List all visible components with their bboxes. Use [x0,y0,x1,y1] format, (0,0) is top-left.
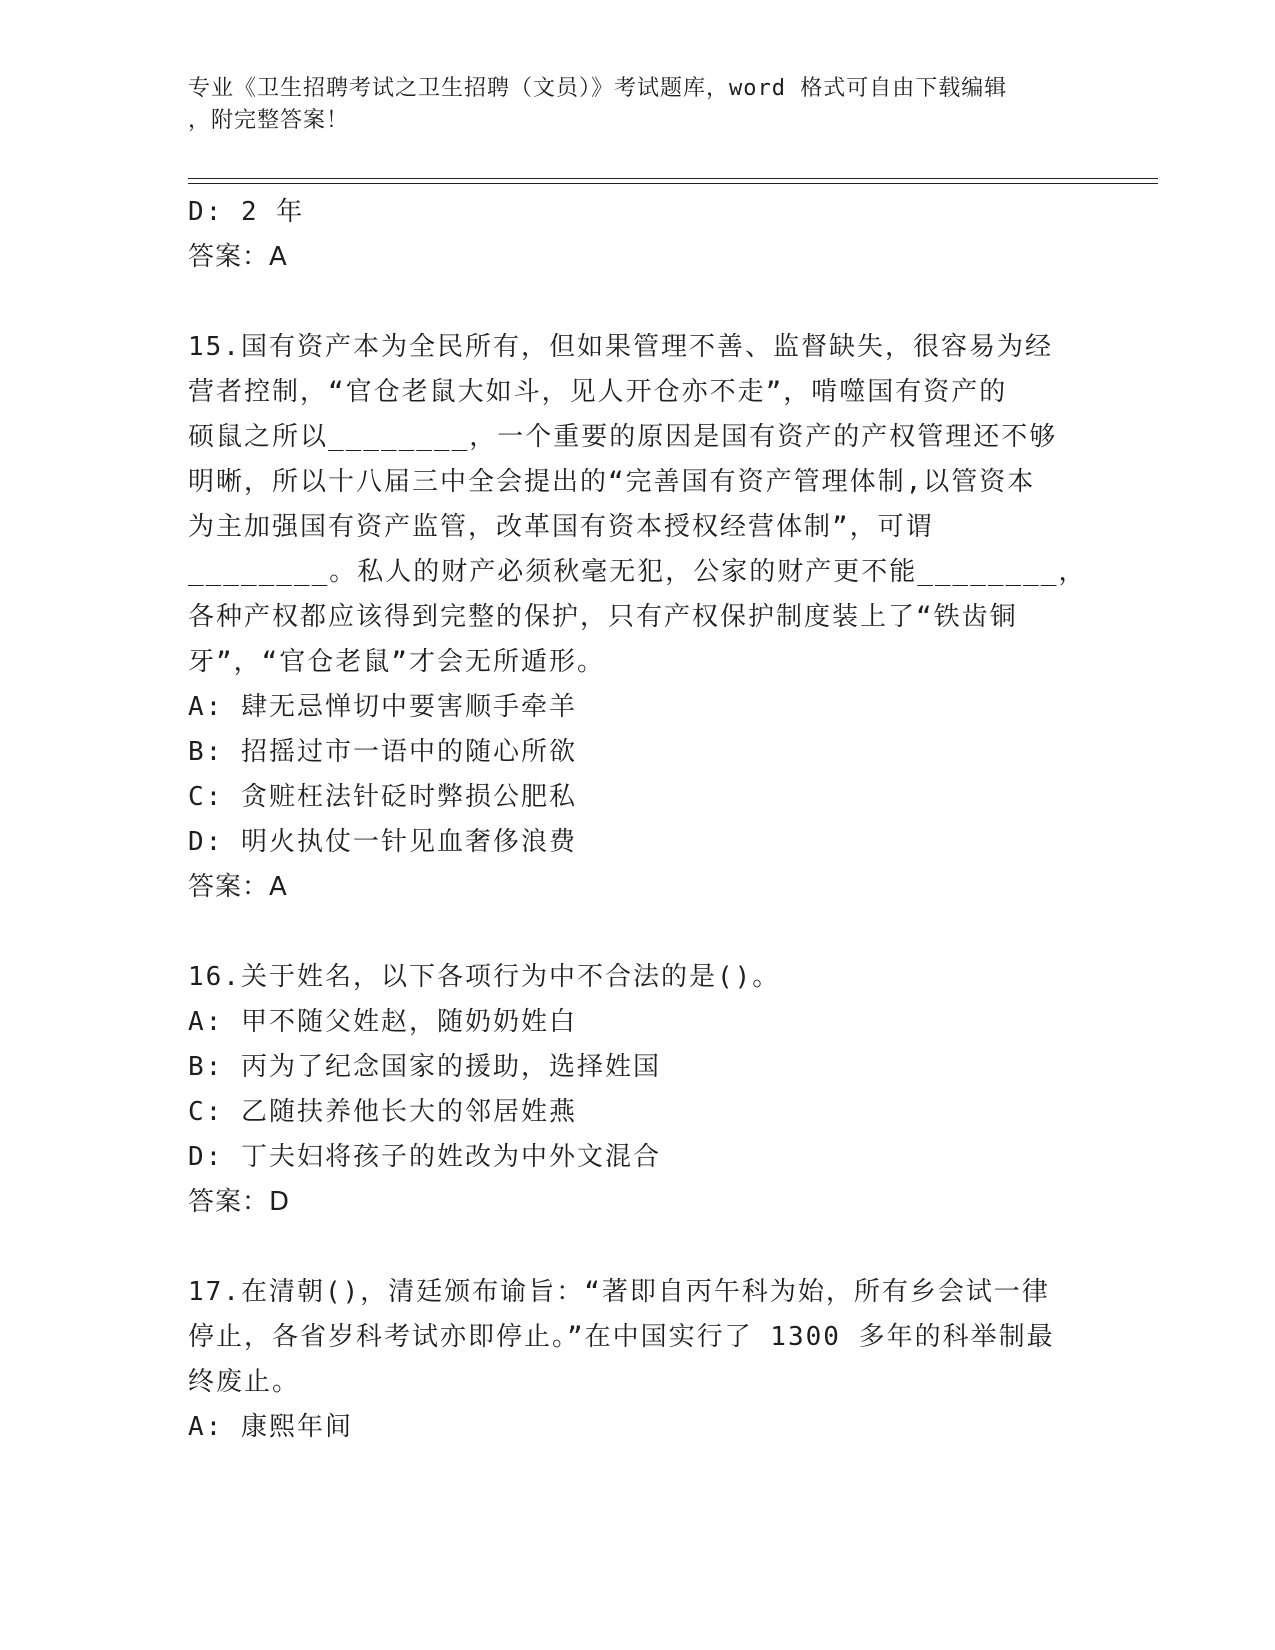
question-text-line: 明晰，所以十八届三中全会提出的“完善国有资产管理体制,以管资本 [188,467,1036,497]
spacer [188,280,1088,325]
question-text-line: 各种产权都应该得到完整的保护，只有产权保护制度装上了“铁齿铜 [188,602,1018,632]
question-text-line: ________。私人的财产必须秋毫无犯，公家的财产更不能________， [188,557,1087,587]
option-d: D: 丁夫妇将孩子的姓改为中外文混合 [188,1142,661,1172]
header-divider-bottom [188,183,1158,184]
question-15 [188,325,1088,910]
question-17 [188,1270,1088,1450]
question-text-line: 硕鼠之所以________，一个重要的原因是国有资产的产权管理还不够 [188,422,1058,452]
option-d: D: 2 年 [188,197,305,227]
answer-line: 答案：A [188,242,288,272]
header-line-1: 专业《卫生招聘考试之卫生招聘（文员）》考试题库，word 格式可自由下载编辑 [188,76,1008,101]
option-a: A: 康熙年间 [188,1412,353,1442]
answer-line: 答案：A [188,872,288,902]
option-b: B: 丙为了纪念国家的援助，选择姓国 [188,1052,661,1082]
question-content [188,190,1088,1450]
header-line-2: ，附完整答案！ [188,108,350,133]
question-text-line: 15.国有资产本为全民所有，但如果管理不善、监督缺失，很容易为经 [188,332,1053,362]
page-header [188,73,1088,137]
option-b: B: 招摇过市一语中的随心所欲 [188,737,577,767]
question-text-line: 终废止。 [188,1367,301,1397]
header-divider-top [188,178,1158,179]
answer-line: 答案：D [188,1187,291,1217]
question-text-line: 16.关于姓名，以下各项行为中不合法的是()。 [188,962,781,992]
spacer [188,910,1088,955]
question-text-line: 为主加强国有资产监管，改革国有资本授权经营体制”，可谓 [188,512,934,542]
option-c: C: 乙随扶养他长大的邻居姓燕 [188,1097,577,1127]
option-a: A: 甲不随父姓赵，随奶奶姓白 [188,1007,577,1037]
question-text-line: 17.在清朝()，清廷颁布谕旨：“著即自丙午科为始，所有乡会试一律 [188,1277,1050,1307]
question-16 [188,955,1088,1225]
spacer [188,1225,1088,1270]
option-a: A: 肆无忌惮切中要害顺手牵羊 [188,692,577,722]
option-c: C: 贪赃枉法针砭时弊损公肥私 [188,782,577,812]
question-text-line: 营者控制，“官仓老鼠大如斗，见人开仓亦不走”，啃噬国有资产的 [188,377,1008,407]
question-text-line: 牙”，“官仓老鼠”才会无所遁形。 [188,647,605,677]
option-d: D: 明火执仗一针见血奢侈浪费 [188,827,577,857]
question-text-line: 停止，各省岁科考试亦即停止。”在中国实行了 1300 多年的科举制最 [188,1322,1055,1352]
